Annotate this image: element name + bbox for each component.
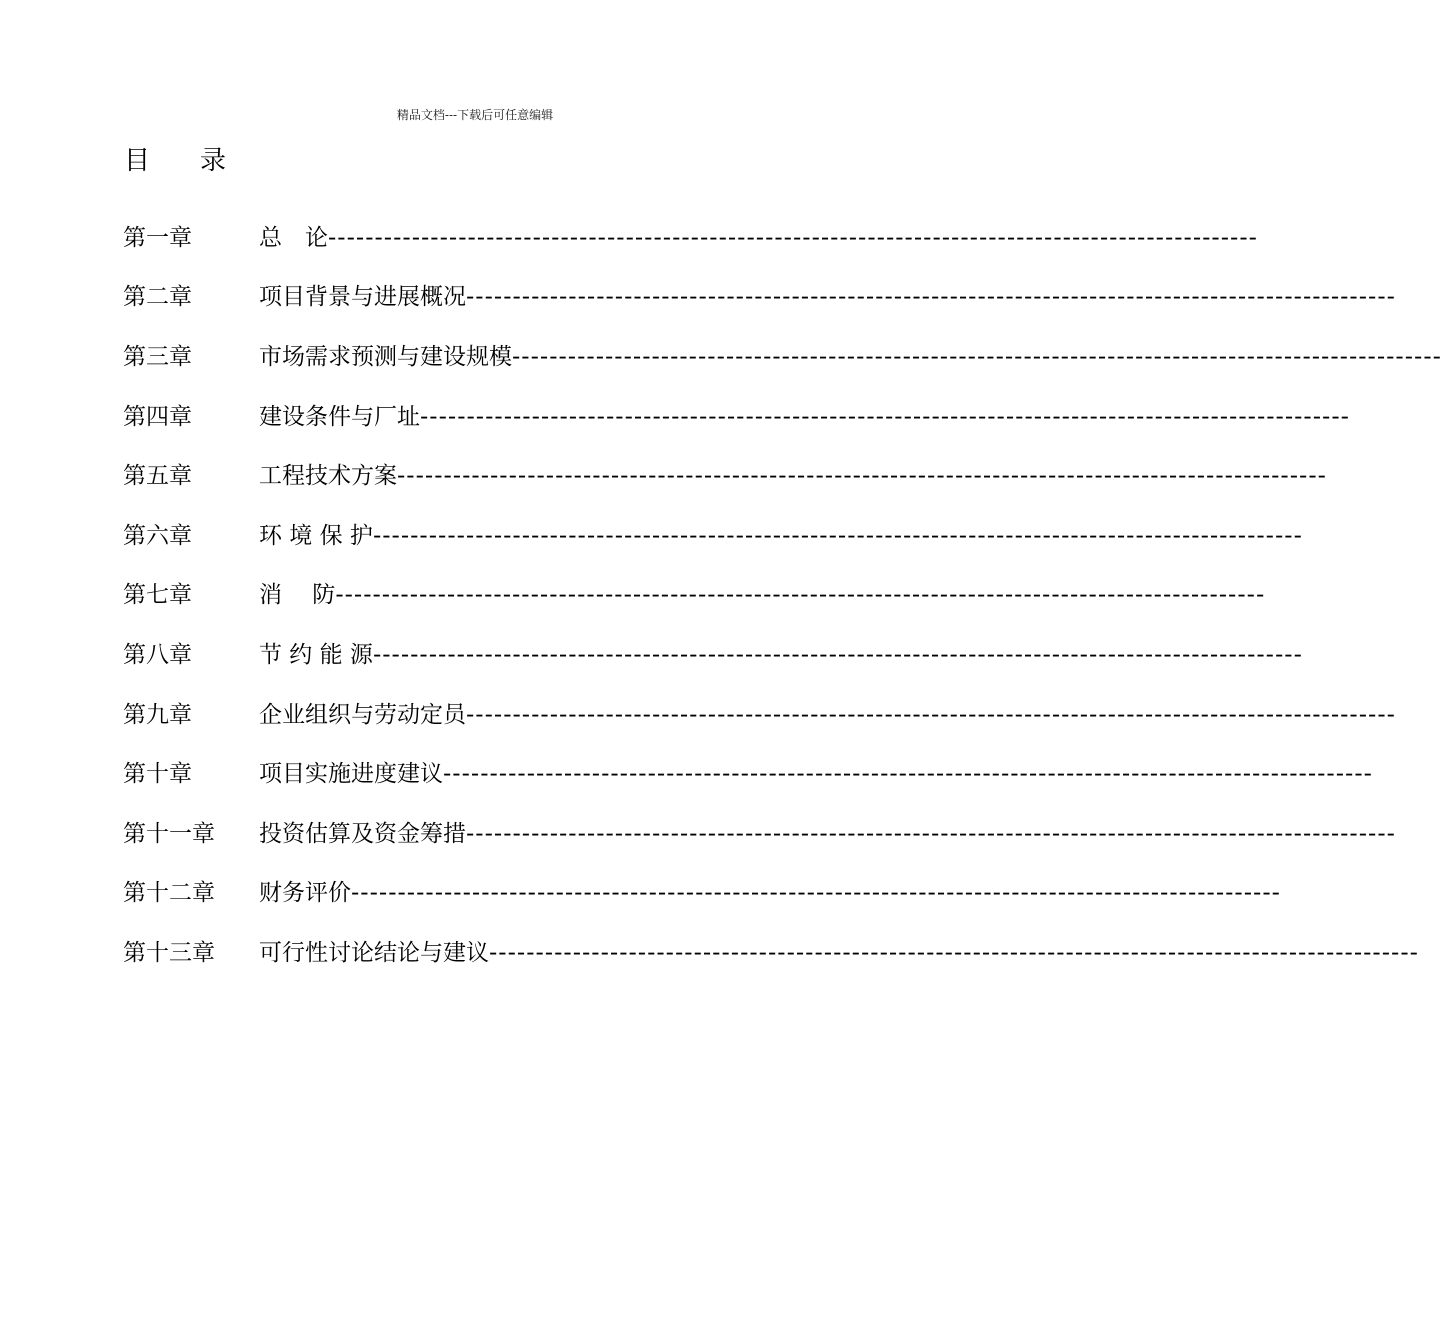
dotted-leader: ---------------------------------------------------------------------------------------------------- xyxy=(420,403,1350,430)
chapter-title: 企业组织与劳动定员 xyxy=(259,701,466,728)
dotted-leader: ---------------------------------------------------------------------------------------------------- xyxy=(335,582,1266,609)
dotted-leader: ---------------------------------------------------------------------------------------------------- xyxy=(512,343,1442,370)
dotted-leader: ---------------------------------------------------------------------------------------------------- xyxy=(443,761,1373,788)
chapter-number: 第十三章 xyxy=(123,939,215,966)
chapter-title: 项目实施进度建议 xyxy=(259,761,443,788)
toc-entry-chapter-11[interactable] xyxy=(123,804,1396,864)
chapter-number: 第五章 xyxy=(123,463,192,490)
dotted-leader: ---------------------------------------------------------------------------------------------------- xyxy=(372,641,1303,668)
chapter-title: 环 境 保 护 xyxy=(259,522,373,549)
chapter-number: 第十章 xyxy=(123,761,192,788)
dotted-leader: ---------------------------------------------------------------------------------------------------- xyxy=(466,701,1396,728)
chapter-title: 总 论 xyxy=(259,224,328,251)
toc-entry-chapter-2[interactable] xyxy=(123,268,1396,328)
toc-entry-chapter-12[interactable] xyxy=(123,864,1281,924)
toc-entry-chapter-13[interactable] xyxy=(123,923,1419,983)
chapter-number: 第三章 xyxy=(123,343,192,370)
chapter-title: 建设条件与厂址 xyxy=(259,403,420,430)
toc-entry-chapter-10[interactable] xyxy=(123,744,1373,804)
chapter-title: 市场需求预测与建设规模 xyxy=(259,343,512,370)
toc-title: 目录 xyxy=(124,146,277,176)
chapter-title: 投资估算及资金筹措 xyxy=(259,820,466,847)
toc-entry-chapter-8[interactable] xyxy=(123,625,1303,685)
chapter-title: 可行性讨论结论与建议 xyxy=(259,939,489,966)
dotted-leader: ---------------------------------------------------------------------------------------------------- xyxy=(351,880,1281,907)
toc-entry-chapter-5[interactable] xyxy=(123,446,1327,506)
chapter-number: 第二章 xyxy=(123,284,192,311)
dotted-leader: ---------------------------------------------------------------------------------------------------- xyxy=(372,522,1303,549)
chapter-title: 工程技术方案 xyxy=(259,463,397,490)
chapter-number: 第一章 xyxy=(123,224,192,251)
chapter-title: 节 约 能 源 xyxy=(259,641,373,668)
dotted-leader: ---------------------------------------------------------------------------------------------------- xyxy=(489,939,1419,966)
toc-entry-chapter-9[interactable] xyxy=(123,685,1396,745)
chapter-number: 第八章 xyxy=(123,641,192,668)
chapter-number: 第十一章 xyxy=(123,820,215,847)
chapter-number: 第十二章 xyxy=(123,880,215,907)
toc-entry-chapter-3[interactable] xyxy=(123,327,1442,387)
page-header: 精品文档---下载后可任意编辑 xyxy=(396,108,554,122)
chapter-title: 项目背景与进展概况 xyxy=(259,284,466,311)
toc-entry-chapter-1[interactable] xyxy=(123,208,1258,268)
toc-entry-chapter-4[interactable] xyxy=(123,387,1350,447)
table-of-contents xyxy=(123,208,1442,983)
toc-entry-chapter-6[interactable] xyxy=(123,506,1303,566)
dotted-leader: ---------------------------------------------------------------------------------------------------- xyxy=(328,224,1258,251)
chapter-number: 第九章 xyxy=(123,701,192,728)
chapter-number: 第七章 xyxy=(123,582,192,609)
chapter-title: 消 防 xyxy=(259,582,336,609)
dotted-leader: ---------------------------------------------------------------------------------------------------- xyxy=(466,820,1396,847)
toc-entry-chapter-7[interactable] xyxy=(123,566,1266,626)
dotted-leader: ---------------------------------------------------------------------------------------------------- xyxy=(466,284,1396,311)
chapter-number: 第四章 xyxy=(123,403,192,430)
dotted-leader: ---------------------------------------------------------------------------------------------------- xyxy=(397,463,1327,490)
chapter-number: 第六章 xyxy=(123,522,192,549)
chapter-title: 财务评价 xyxy=(259,880,351,907)
